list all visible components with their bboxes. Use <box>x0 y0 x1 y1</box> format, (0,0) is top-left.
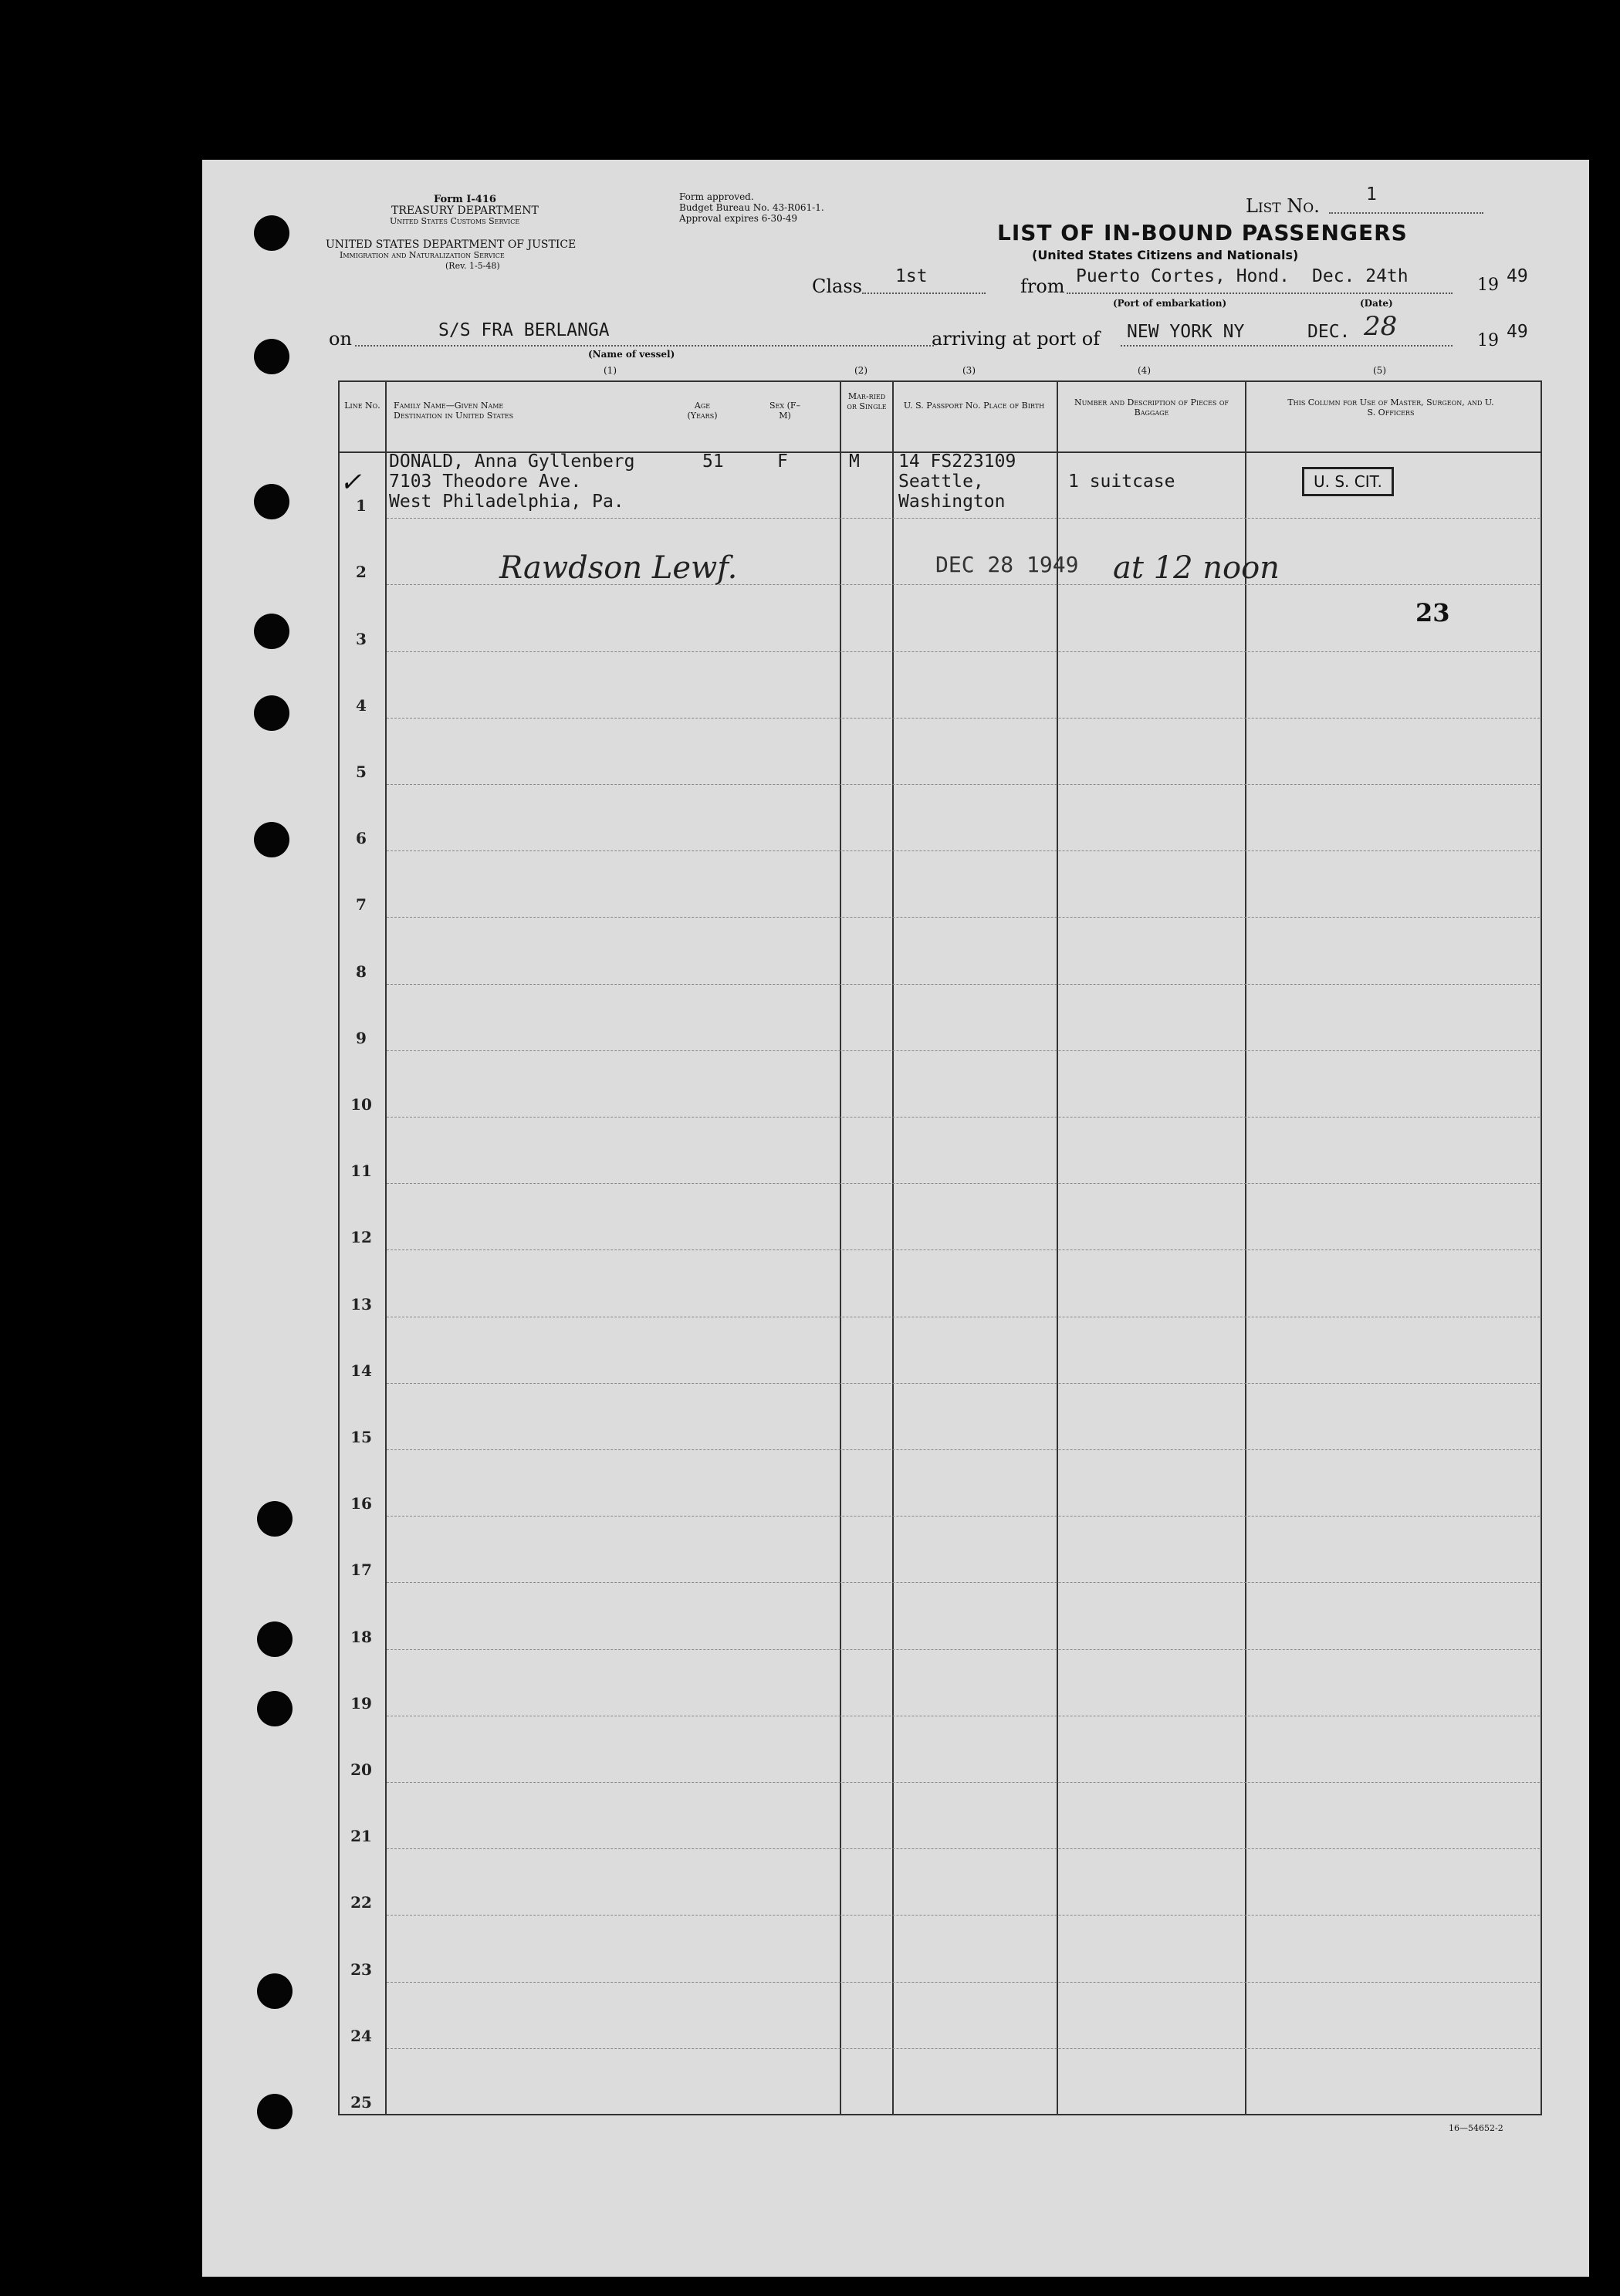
passenger-address-1: 7103 Theodore Ave. <box>389 472 582 492</box>
row-rule <box>387 784 1540 785</box>
arrival-year-prefix: 19 <box>1477 331 1499 350</box>
class-line <box>862 292 986 294</box>
line-number: 3 <box>356 629 367 648</box>
line-number: 20 <box>350 1760 372 1779</box>
row-rule <box>387 1117 1540 1118</box>
punch-hole <box>257 1621 293 1657</box>
birthplace-2: Washington <box>898 492 1006 512</box>
line-number: 16 <box>350 1494 372 1513</box>
arrival-year: 49 <box>1507 322 1528 342</box>
line-number: 7 <box>356 895 367 915</box>
row-rule <box>387 917 1540 918</box>
line-number: 11 <box>350 1162 372 1181</box>
check-mark: ✓ <box>340 467 362 498</box>
line-number: 10 <box>350 1095 372 1114</box>
punch-hole <box>254 484 289 519</box>
list-number-line <box>1329 212 1483 214</box>
arriving-label: arriving at port of <box>932 328 1101 350</box>
column-number-4: (4) <box>1138 365 1151 376</box>
handwritten-number: 23 <box>1415 598 1450 627</box>
header-age: Age (Years) <box>687 401 718 421</box>
arrival-month: DEC. <box>1307 322 1351 342</box>
embarkation-date: Dec. 24th <box>1312 266 1409 286</box>
line-number: 21 <box>350 1827 372 1846</box>
punch-hole <box>254 339 289 374</box>
line-number: 25 <box>350 2093 372 2112</box>
date-stamp: DEC 28 1949 <box>935 552 1079 577</box>
vessel-line <box>355 345 934 347</box>
row-rule <box>387 984 1540 985</box>
table-right-border <box>1541 380 1542 2115</box>
table-bottom-border <box>338 2114 1542 2115</box>
handwritten-time: at 12 noon <box>1113 550 1280 586</box>
divider-married <box>840 380 841 2115</box>
row-rule <box>387 1582 1540 1583</box>
header-line-no: Line No. <box>344 401 380 411</box>
row-rule <box>387 1183 1540 1184</box>
passenger-address-2: West Philadelphia, Pa. <box>389 492 624 512</box>
from-label: from <box>1020 276 1065 297</box>
form-number: Form I-416 <box>434 194 496 205</box>
divider-line-no <box>385 380 387 2115</box>
line-number: 6 <box>356 829 367 848</box>
line-number: 17 <box>350 1561 372 1580</box>
department-justice: UNITED STATES DEPARTMENT OF JUSTICE <box>326 238 577 251</box>
divider-officers <box>1245 380 1246 2115</box>
header-officers: This Column for Use of Master, Surgeon, and U. S. Officers <box>1287 397 1494 418</box>
approval-line-2: Budget Bureau No. 43-R061-1. <box>679 202 824 213</box>
revision: (Rev. 1-5-48) <box>445 261 500 271</box>
line-number: 15 <box>350 1428 372 1446</box>
punch-hole <box>254 614 289 649</box>
punch-hole <box>254 215 289 251</box>
line-number: 12 <box>350 1228 372 1247</box>
port-caption: (Port of embarkation) <box>1113 298 1227 309</box>
port-of-embarkation: Puerto Cortes, Hond. <box>1076 266 1290 286</box>
row-rule <box>387 518 1540 519</box>
on-label: on <box>329 328 352 350</box>
row-rule <box>387 651 1540 652</box>
passport-number: 14 FS223109 <box>898 451 1016 472</box>
row-rule <box>387 1516 1540 1517</box>
passenger-age: 51 <box>702 451 724 472</box>
arrival-port: NEW YORK NY <box>1127 322 1245 342</box>
class-label: Class <box>812 276 862 297</box>
line-number: 13 <box>350 1294 372 1314</box>
row-rule <box>387 1449 1540 1450</box>
row-rule <box>387 1249 1540 1250</box>
approval-line-1: Form approved. <box>679 191 754 202</box>
punch-hole <box>254 695 289 731</box>
column-number-2: (2) <box>854 365 867 376</box>
column-number-3: (3) <box>962 365 976 376</box>
date-caption: (Date) <box>1360 298 1393 309</box>
arrival-day: 28 <box>1364 311 1398 342</box>
row-rule <box>387 1982 1540 1983</box>
row-rule <box>387 1383 1540 1384</box>
header-married: Mar-ried or Single <box>847 391 887 411</box>
passenger-name: DONALD, Anna Gyllenberg <box>389 451 635 472</box>
year-prefix: 19 <box>1477 276 1499 295</box>
column-number-5: (5) <box>1373 365 1386 376</box>
punch-hole <box>257 1691 293 1726</box>
line-number: 8 <box>356 962 367 981</box>
row-rule <box>387 850 1540 851</box>
approval-line-3: Approval expires 6-30-49 <box>679 213 798 224</box>
header-passport: U. S. Passport No. Place of Birth <box>903 401 1045 411</box>
page-subtitle: (United States Citizens and Nationals) <box>1032 248 1299 262</box>
line-number: 4 <box>356 695 367 715</box>
department-treasury: TREASURY DEPARTMENT <box>391 205 539 217</box>
year-value: 49 <box>1507 266 1528 286</box>
page-title: LIST OF IN-BOUND PASSENGERS <box>997 220 1408 245</box>
line-number: 2 <box>356 563 367 582</box>
list-label: List No. <box>1246 195 1320 217</box>
line-number: 24 <box>350 2026 372 2045</box>
punch-hole <box>257 1501 293 1537</box>
vessel-name: S/S FRA BERLANGA <box>438 320 610 340</box>
header-sex: Sex (F–M) <box>769 401 800 421</box>
punch-hole <box>257 1973 293 2009</box>
handwritten-name: Rawdson Lewf. <box>499 550 738 586</box>
manifest-page <box>202 160 1589 2277</box>
line-number: 22 <box>350 1893 372 1912</box>
arrival-line <box>1121 345 1453 347</box>
divider-baggage <box>1057 380 1058 2115</box>
immigration-service: Immigration and Naturalization Service <box>340 250 505 260</box>
line-number: 1 <box>356 496 367 516</box>
footer-code: 16—54652-2 <box>1449 2123 1503 2133</box>
column-number-1: (1) <box>604 365 617 376</box>
baggage-description: 1 suitcase <box>1068 472 1175 492</box>
customs-service: United States Customs Service <box>390 216 520 226</box>
row-rule <box>387 1915 1540 1916</box>
row-rule <box>387 1649 1540 1650</box>
citizen-stamp: U. S. CIT. <box>1302 467 1394 496</box>
line-number: 14 <box>350 1361 372 1380</box>
line-number: 5 <box>356 763 367 781</box>
row-rule <box>387 2048 1540 2049</box>
punch-hole <box>257 2094 293 2129</box>
header-baggage: Number and Description of Pieces of Baggage <box>1074 397 1229 418</box>
line-number: 19 <box>350 1693 372 1713</box>
passenger-sex: F <box>777 451 788 472</box>
list-number: 1 <box>1366 184 1377 205</box>
divider-passport <box>892 380 894 2115</box>
punch-hole <box>254 822 289 857</box>
passenger-marital-status: M <box>849 451 860 472</box>
line-number: 18 <box>350 1627 372 1646</box>
row-rule <box>387 1848 1540 1849</box>
vessel-caption: (Name of vessel) <box>588 349 675 360</box>
class-value: 1st <box>895 266 928 286</box>
line-number: 9 <box>356 1028 367 1047</box>
table-left-border <box>338 380 340 2115</box>
row-rule <box>387 1782 1540 1783</box>
from-line <box>1067 292 1453 294</box>
line-number: 23 <box>350 1960 372 1979</box>
row-rule <box>387 1050 1540 1051</box>
table-top-border <box>338 380 1542 382</box>
header-name: Family Name—Given Name Destination in United States <box>394 401 514 421</box>
birthplace-1: Seattle, <box>898 472 984 492</box>
row-rule <box>387 718 1540 719</box>
